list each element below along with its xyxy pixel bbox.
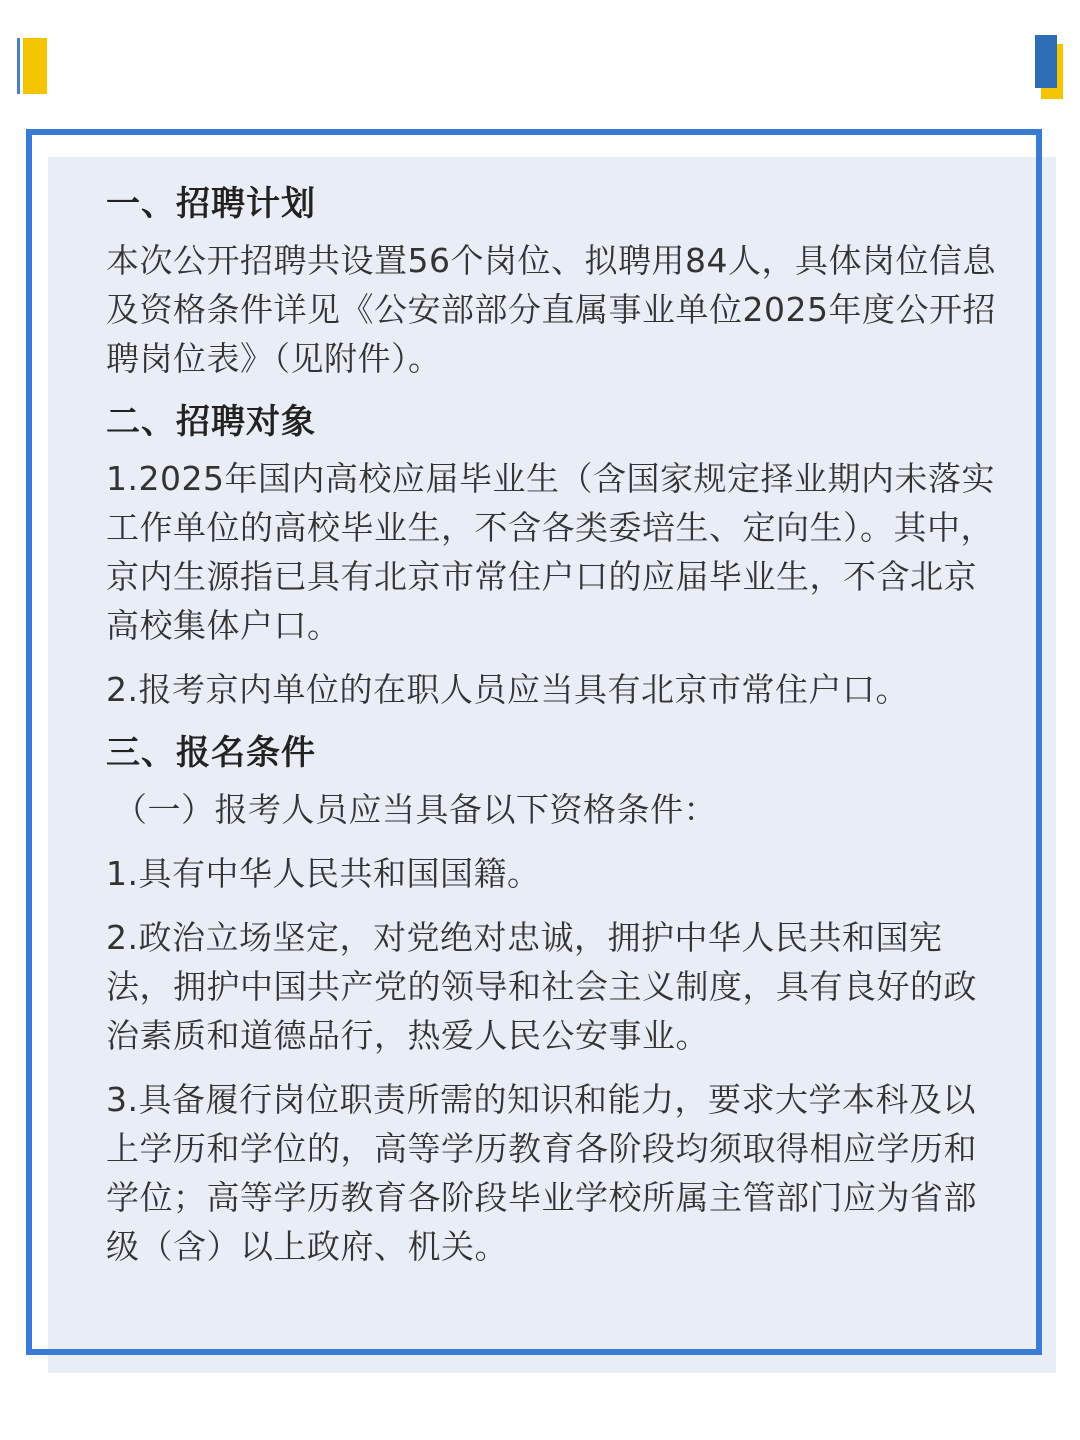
section-heading-recruitment-plan: 一、招聘计划	[106, 184, 316, 224]
paragraph: 3.具备履行岗位职责所需的知识和能力，要求大学本科及以上学历和学位的，高等学历教育各阶段均须取得相应学历和学位；高等学历教育各阶段毕业学校所属主管部门应为省部级（含）以上政府、机关。	[106, 1080, 977, 1266]
paragraph: 1.2025年国内高校应届毕业生（含国家规定择业期内未落实工作单位的高校毕业生，不含各类委培生、定向生）。其中，京内生源指已具有北京市常住户口的应届毕业生，不含北京高校集体户口。	[106, 459, 995, 645]
section-heading-application-conditions: 三、报名条件	[106, 733, 316, 773]
section-heading-recruitment-target: 二、招聘对象	[106, 402, 316, 442]
paragraph: 2.报考京内单位的在职人员应当具有北京市常住户口。	[106, 670, 909, 709]
document-content	[106, 180, 996, 1286]
paragraph: （一）报考人员应当具备以下资格条件：	[114, 790, 717, 829]
paragraph: 本次公开招聘共设置56个岗位、拟聘用84人，具体岗位信息及资格条件详见《公安部部分直属事业单位2025年度公开招聘岗位表》（见附件）。	[106, 241, 996, 378]
left-accent-line	[17, 38, 20, 94]
right-accent-blue	[1035, 35, 1057, 88]
paragraph: 1.具有中华人民共和国国籍。	[106, 854, 541, 893]
left-accent-block	[23, 38, 47, 94]
paragraph: 2.政治立场坚定，对党绝对忠诚，拥护中华人民共和国宪法，拥护中国共产党的领导和社会主义制度，具有良好的政治素质和道德品行，热爱人民公安事业。	[106, 918, 977, 1055]
